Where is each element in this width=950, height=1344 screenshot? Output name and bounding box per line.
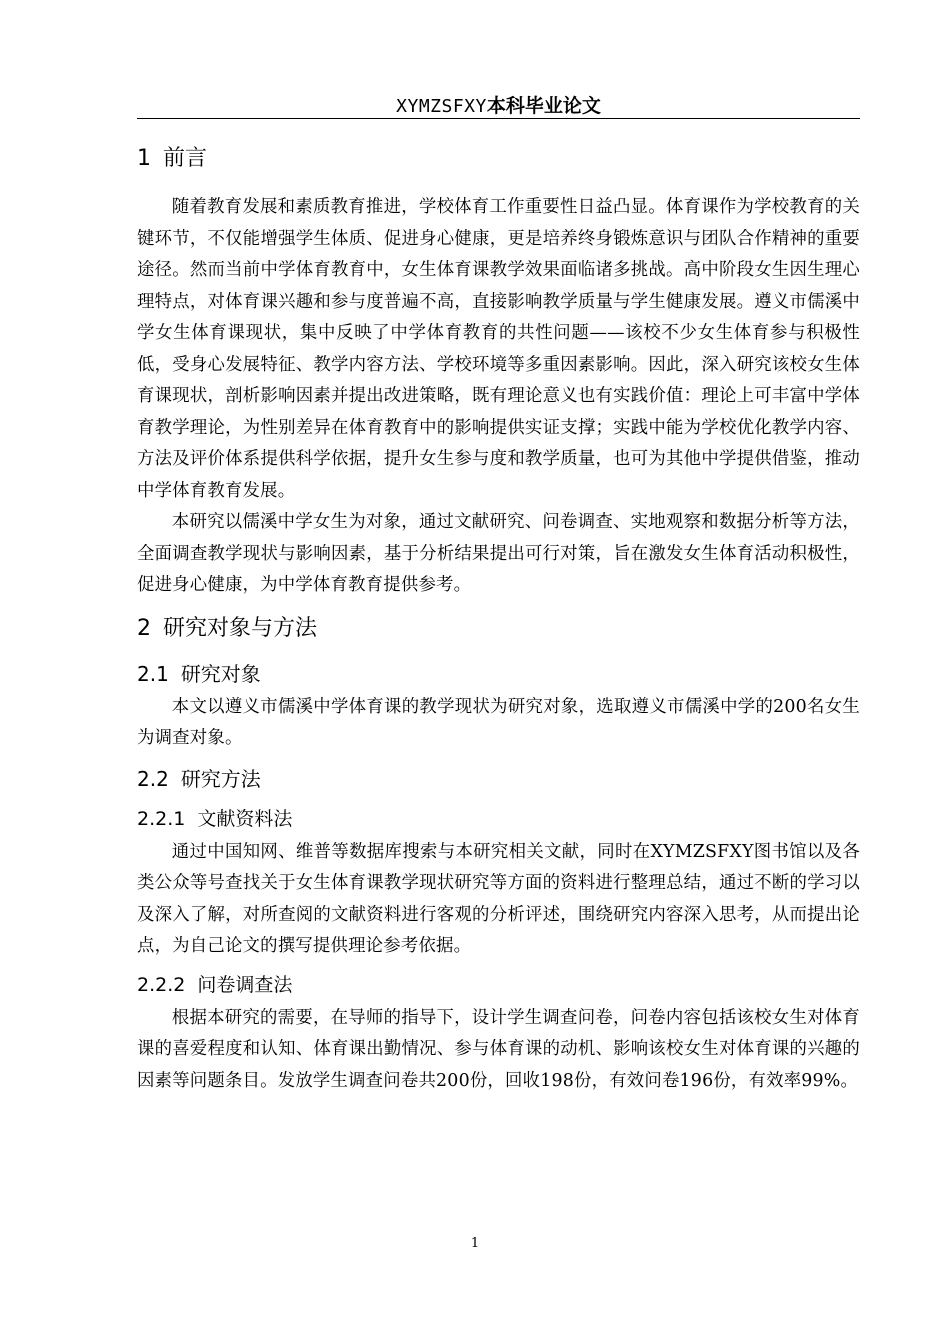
paragraph-research-object: 本文以遵义市儒溪中学体育课的教学现状为研究对象，选取遵义市儒溪中学的200名女生为调查对象。 — [137, 696, 860, 748]
section-number: 2.1 — [137, 661, 169, 686]
section-title: 前言 — [163, 146, 208, 171]
section-title: 问卷调查法 — [197, 973, 293, 996]
section-heading-2 — [137, 610, 860, 648]
section-heading-1 — [137, 140, 860, 178]
paragraph-intro: 随着教育发展和素质教育推进，学校体育工作重要性日益凸显。体育课作为学校教育的关键环节，不仅能增强学生体质、促进身心健康，更是培养终身锻炼意识与团队合作精神的重要途径。然而当前中学体育教育中，女生体育课教学效果面临诸多挑战。高中阶段女生因生理心理特点，对体育课兴趣和参与度普遍不高，直接影响教学质量与学生健康发展。遵义市儒溪中学女生体育课现状，集中反映了中学体育教育的共性问题——该校不少女生体育参与积极性低，受身心发展特征、教学内容方法、学校环境等多重因素影响。因此，深入研究该校女生体育课现状，剖析影响因素并提出改进策略，既有理论意义也有实践价值：理论上可丰富中学体育教学理论，为性别差异在体育教育中的影响提供实证支撑；实践中能为学校优化教学内容、方法及评价体系提供科学依据，提升女生参与度和教学质量，也可为其他中学提供借鉴，推动中学体育教育发展。 — [137, 197, 860, 501]
section-number: 2 — [137, 615, 151, 641]
header-title: 本科毕业论文 — [486, 95, 601, 117]
section-number: 1 — [137, 146, 151, 171]
section-heading-2-2 — [137, 761, 860, 797]
paragraph-questionnaire-method: 根据本研究的需要，在导师的指导下，设计学生调查问卷，问卷内容包括该校女生对体育课的喜爱程度和认知、体育课出勤情况、参与体育课的动机、影响该校女生对体育课的兴趣的因素等问题条目。发放学生调查问卷共200份，回收198份，有效问卷196份，有效率99%。 — [137, 1007, 860, 1091]
page-number: 1 — [470, 1236, 480, 1251]
section-title: 研究对象与方法 — [163, 615, 318, 641]
section-title: 研究对象 — [180, 661, 261, 686]
section-heading-2-2-1 — [137, 801, 860, 837]
document-body — [137, 140, 860, 1097]
section-number: 2.2.2 — [137, 973, 186, 996]
paragraph-literature-method: 通过中国知网、维普等数据库搜索与本研究相关文献，同时在XYMZSFXY图书馆以及各类公众等号查找关于女生体育课教学现状研究等方面的资料进行整理总结，通过不断的学习以及深入了解，对所查阅的文献资料进行客观的分析评述，围绕研究内容深入思考，从而提出论点，为自己论文的撰写提供理论参考依据。 — [137, 841, 860, 956]
paragraph-research-aim: 本研究以儒溪中学女生为对象，通过文献研究、问卷调查、实地观察和数据分析等方法，全面调查教学现状与影响因素，基于分析结果提出可行对策，旨在激发女生体育活动积极性，促进身心健康，为中学体育教育提供参考。 — [137, 512, 860, 595]
section-title: 文献资料法 — [197, 807, 293, 830]
header-code: XYMZSFXY — [396, 96, 487, 117]
section-heading-2-2-2 — [137, 967, 860, 1003]
section-number: 2.2 — [137, 766, 169, 791]
section-heading-2-1 — [137, 656, 860, 692]
section-number: 2.2.1 — [137, 807, 186, 830]
section-title: 研究方法 — [180, 766, 261, 791]
page-header — [137, 92, 860, 119]
